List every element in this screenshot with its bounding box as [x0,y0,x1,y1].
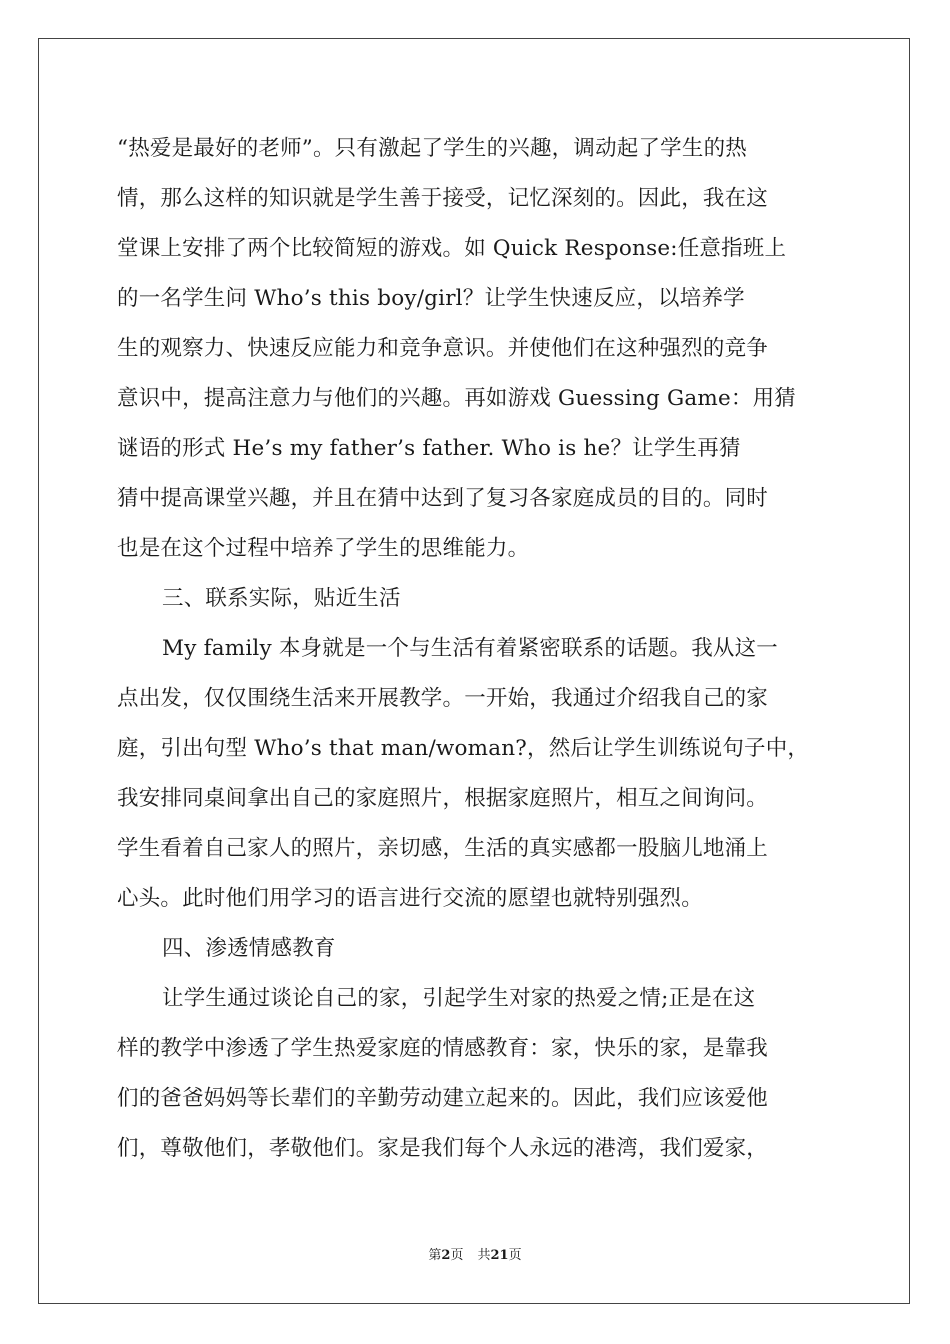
text-line: 庭，引出句型 Who’s that man/woman?，然后让学生训练说句子中， [117,736,810,761]
section-heading: 四、渗透情感教育 [162,936,336,961]
section-heading: 三、联系实际，贴近生活 [162,586,401,611]
text-line: 也是在这个过程中培养了学生的思维能力。 [117,536,530,561]
footer-page-prefix: 第 [428,1248,442,1263]
text-line: 的一名学生问 Who’s this boy/girl？让学生快速反应，以培养学 [117,286,745,311]
text-line: 学生看着自己家人的照片，亲切感，生活的真实感都一股脑儿地涌上 [117,836,769,861]
footer-total-suffix: 页 [508,1248,522,1263]
footer-total-pages: 21 [490,1248,509,1263]
text-line: 猜中提高课堂兴趣，并且在猜中达到了复习各家庭成员的目的。同时 [117,486,769,511]
text-line: 样的教学中渗透了学生热爱家庭的情感教育：家，快乐的家，是靠我 [117,1036,769,1061]
paragraph-games [117,124,833,574]
text-line: 谜语的形式 He’s my father’s father. Who is he？让学生再猜 [117,436,741,461]
paragraph-emotion [117,974,833,1174]
text-line: 情，那么这样的知识就是学生善于接受，记忆深刻的。因此，我在这 [117,186,769,211]
footer-page-suffix: 页 [450,1248,464,1263]
text-line: 生的观察力、快速反应能力和竞争意识。并使他们在这种强烈的竞争 [117,336,769,361]
text-line: 意识中，提高注意力与他们的兴趣。再如游戏 Guessing Game：用猜 [117,386,796,411]
document-body [117,124,833,1174]
text-line: “热爱是最好的老师”。只有激起了学生的兴趣，调动起了学生的热 [117,136,747,161]
text-line: 们，尊敬他们，孝敬他们。家是我们每个人永远的港湾，我们爱家， [117,1136,769,1161]
footer-total-prefix: 共 [477,1248,491,1263]
text-line: 们的爸爸妈妈等长辈们的辛勤劳动建立起来的。因此，我们应该爱他 [117,1086,769,1111]
text-line: 我安排同桌间拿出自己的家庭照片，根据家庭照片，相互之间询问。 [117,786,769,811]
paragraph-real-life [117,624,833,924]
text-line: 心头。此时他们用学习的语言进行交流的愿望也就特别强烈。 [117,886,703,911]
text-line: 点出发，仅仅围绕生活来开展教学。一开始，我通过介绍我自己的家 [117,686,769,711]
text-line: My family 本身就是一个与生活有着紧密联系的话题。我从这一 [162,636,778,661]
page-footer [0,1246,950,1266]
text-line: 堂课上安排了两个比较简短的游戏。如 Quick Response:任意指班上 [117,236,787,261]
text-line: 让学生通过谈论自己的家，引起学生对家的热爱之情;正是在这 [162,986,756,1011]
footer-page-number: 2 [441,1248,451,1263]
